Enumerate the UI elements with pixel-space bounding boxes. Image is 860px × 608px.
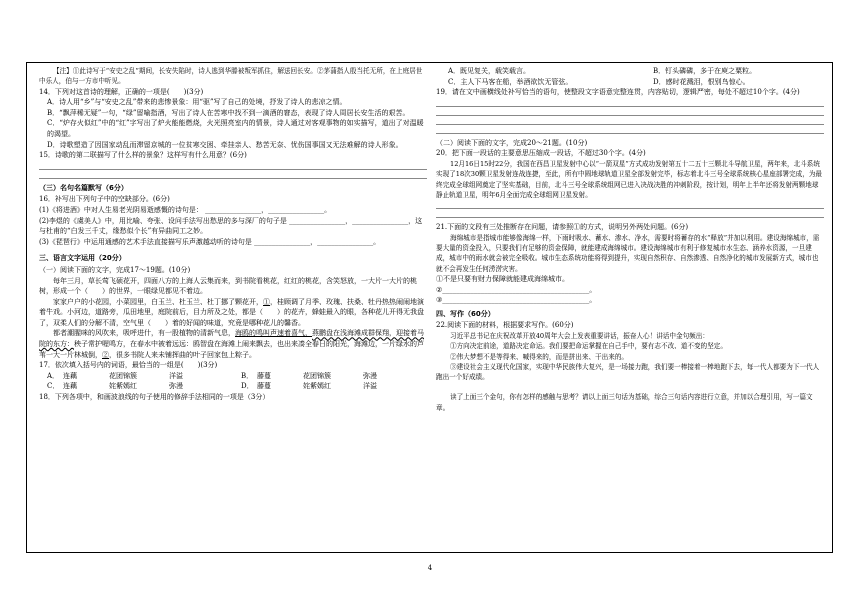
right-column — [436, 66, 824, 413]
choice-word: 洋溢 — [169, 371, 183, 380]
choice-word: 连藕 — [63, 382, 77, 391]
blank-1[interactable]: ① — [263, 297, 270, 306]
passage-paragraph-3 — [39, 328, 427, 360]
q21-point-2: ②__________________________________________。 — [436, 285, 597, 294]
para3-end: ，很多书院人来未铺挥曲的叶子回家包上粽子。 — [109, 350, 256, 359]
question-14: 14．下列对这首诗的理解，正确的一项是( )(3分) — [39, 87, 204, 96]
q22-intro: 习近平总书记在庆祝改革开放40周年大会上发表重要讲话，振奋人心！讲话中金句频出： — [450, 331, 709, 340]
q21-point-1: ①不是只要有财力保障就能建成海绵城市。 — [436, 274, 569, 283]
question-18: 18．下列各项中，和画波浪线的句子使用的修辞手法相同的一项是（3分） — [39, 393, 270, 402]
q15-answer-lines[interactable] — [39, 169, 427, 179]
q20-answer-lines[interactable] — [436, 208, 824, 218]
q17-choices-row-2 — [39, 381, 427, 392]
choice-word: 弥漫 — [169, 382, 183, 391]
answer-line — [436, 115, 824, 116]
q19-answer-lines[interactable] — [436, 106, 824, 134]
wavy-underlined-sentence: 燕鹏盘在浅海滩成群保翔，迎接着马院的东方： — [39, 329, 424, 349]
page-number: 4 — [427, 564, 433, 572]
choice-word: 藤蔓 — [257, 371, 271, 380]
q21-point-3-label: ③ — [436, 296, 443, 305]
q22-quote-2: ②伟大梦想不是等得来、喊得来的，而是拼出来、干出来的。 — [450, 352, 629, 361]
question-21: 21.下面的文段有三处推断存在问题，请参照①的方式，说明另外两处问题。(6分) — [436, 223, 689, 232]
choice-word: 连藕 — [63, 371, 77, 380]
section-3-heading: （三）名句名篇默写（6分） — [39, 183, 128, 192]
q16-item-2-text: (2)李煜的《虞美人》中，用比喻、夸张、设问手法写出愁思的多与深厂的句子是 — [39, 216, 287, 225]
section-writing-heading: 四、写作（60分） — [436, 309, 495, 318]
q22-requirement: 读了上面三个金句，你有怎样的感触与思考？请以上面三句话为基础，综合三句话内容进行立意，并加以合理引用，写一篇文章。 — [436, 393, 813, 412]
para2-start: 家家户户的小花园，小菜园里，白玉兰、杜玉兰、杜丁挪了颗花开， — [53, 297, 263, 306]
reading-1-intro: （一）阅读下面的文字，完成17～19题。(10分) — [39, 265, 191, 274]
answer-line — [436, 208, 824, 209]
para2-end: ，桂顾调了月季、玫瑰、扶桑、牡丹热热闹闹地演着牛戏。小河边，道路旁，瓜田地里，庭院前后，目力所及之处，都是（ ）的花卉，蜂蛙最入的眼，各种花儿开得无我盘了，双柔人们的分解不清，空气里（ ）着的好闻的味道，究竟是哪种花儿的馨香。 — [39, 297, 424, 327]
underlined-sentence: 海鸥的鸣叫声速着喜气， — [235, 329, 312, 338]
choice-word: 弥漫 — [363, 371, 377, 380]
answer-line — [436, 106, 824, 107]
section-language-heading: 三、语言文字运用（20分） — [39, 254, 126, 263]
q14-option-a: A．诗人用“乡”与“安史之乱”带来的悲惨景象：用“驱”写了自己的处境，抒发了诗人的悲凉之情。 — [47, 98, 347, 107]
para3-mid: 秧子常护喔鸣方，在春水中被着远远：鸥智盘在海滩上闹来飘去，也出来凑全春日的阳光，海滩边，一片绿水的芦苇一大一片林城倒， — [39, 340, 424, 359]
q16-item-3-text: (3)《琵琶行》中运用通感的艺术手法直接描写乐声激越动听的诗句是 — [39, 237, 252, 246]
question-20: 20．把下面一段话的主要意思压缩成一段话，不超过30个字。(4分) — [436, 149, 646, 158]
choice-label[interactable]: A． — [47, 371, 60, 380]
answer-line — [436, 133, 824, 134]
q16-item-3: (3)《琵琶行》中运用通感的艺术手法直接描写乐声激越动听的诗句是 ________________，________________。 — [39, 237, 381, 246]
choice-word: 洋溢 — [363, 382, 377, 391]
q16-item-2: (2)李煜的《虞美人》中，用比喻、夸张、设问手法写出愁思的多与深厂的句子是 ________________，________________，这与杜甫的“白发三千丈，缘愁似个长”有异曲同工之妙。 — [39, 216, 423, 236]
q20-passage: 12月16日15时22分，我国在西昌卫星发射中心以“一箭双星”方式成功发射第五十二五十三颗北斗导航卫星，两年来，北斗系统实现了18次30颗卫星发射连战连捷，至此，所有中圆地球轨道卫星全部发射完毕，标志着北斗三号全球系统核心星座部署完成，为最终完成全球组网奠定了坚实基础，目前，北斗三号全球系统组网已进入决战决胜的冲刺阶段，按计划，明年上半年还将发射两颗地球静止轨道卫星，明年6月全面完成全球组网卫星发射。 — [436, 159, 823, 199]
q18-options-cd — [436, 77, 824, 88]
q18-options-ab — [436, 66, 824, 77]
q18-option-c[interactable]: C．主人下马客在船，举酒欲饮无管弦。 — [448, 77, 573, 86]
choice-label[interactable]: D． — [241, 382, 254, 391]
question-22: 22.阅读下面的材料，根据要求写作。(60分) — [436, 321, 574, 330]
left-column — [39, 66, 427, 403]
answer-line — [39, 178, 427, 179]
q18-option-a[interactable]: A．既见复关，载笑载言。 — [448, 67, 531, 75]
answer-line — [436, 217, 824, 218]
blank-2[interactable]: ② — [102, 350, 109, 359]
q21-point-3: ③__________________________________________。 — [436, 296, 597, 305]
poem-note: 【注】①此诗写于“安史之乱”期间，长安失陷时，诗人逃到华滕被叛军抓住，解送回长安。②茅蒲指人殷当托无所，在上庭居世中乐人，伯与一方市中听见。 — [39, 67, 423, 86]
q16-item-2-tail: ，这与杜甫的“白发三千丈，缘愁似个长”有异曲同工之妙。 — [39, 216, 423, 236]
q21-passage: 海绵城市是指城市能够像海绵一样，下雨时吸水、蓄水、渗水、净水，需要时将蓄存的水“释放”并加以利用。建设海绵城市，需要大量的资金投入，只要我们有足够的资金保障，就能建成海绵城市。建设海绵城市有利于修复城市水生态、涵养水资源，一旦建成，城市中的雨水就会被完全吸收。城市生态系统功能将得到提升，实现自然积存、自然渗透、自然净化的城市发展新方式，城市也就不会再发生任何涝涝灾害。 — [436, 233, 820, 273]
question-19: 19．请在文中画横线处补写恰当的语句，使整段文字语意完整连贯，内容贴切，逻辑严密，每处不超过10个字。(4分) — [436, 88, 800, 97]
choice-word: 姹紫嫣红 — [109, 382, 137, 391]
passage-paragraph-2 — [39, 297, 427, 329]
q14-option-d: D．诗歌塑造了因国家动乱而滞留京城的一位贫寒交困、牵挂亲人、愁苦无奈、忧伤国事国又无法难解的诗人形象。 — [47, 140, 403, 149]
choice-label[interactable]: C． — [47, 382, 60, 391]
q22-quote-1: ①方向决定前途，道路决定命运。我们要把命运掌握在自己手中，要有志不改、道不变的坚定。 — [450, 342, 727, 351]
choice-word: 花团锦簇 — [109, 371, 137, 380]
question-16: 16．补写出下列句子中的空缺部分。(6分) — [39, 195, 170, 204]
choice-word: 藤蔓 — [257, 382, 271, 391]
choice-label[interactable]: B． — [241, 371, 254, 380]
q14-option-b: B．“飘萍稀无疑”一句，“绿”留喻指酒，写出了诗人在苦寒中找不到一滴酒的窘态，表现了诗人周居长安生活的艰苦。 — [47, 108, 410, 117]
q18-option-b[interactable]: B．钉头磷磷，多于在庾之粟粒。 — [653, 67, 757, 75]
passage-paragraph-1: 每年三月，草长莺飞硕花开，四面八方的上海人云集而来，到书院看桃花，红红的桃花，含笑怒放，一大片一大片的桃树，形成一个（ ）的世界，一眼绿见都见不着边。 — [39, 276, 417, 296]
q16-item-1: (1)《将进酒》中对人生易老光阴易逝感慨的诗句是： ________________，________________。 — [39, 205, 332, 214]
q17-choices-row-1 — [39, 371, 427, 382]
q21-point-2-label: ② — [436, 285, 443, 294]
answer-line — [39, 169, 427, 170]
question-17: 17．依次填入括号内的词语，最恰当的一组是( )(3分) — [39, 361, 218, 370]
q14-option-c: C．“炉存火似红”中的“红”字写出了炉火能能燃烧，火光照亮室内的情景，诗人通过对客观事物的如实描写，道出了对温暖的渴望。 — [47, 119, 424, 138]
para3-start: 都者潮腥咪的风吹来，吸呼进什，有一股植物的清新气息， — [53, 329, 235, 338]
choice-word: 姹紫嫣红 — [303, 382, 331, 391]
reading-2-intro: （二）阅读下面的文字，完成20～21题。(10分) — [436, 138, 588, 147]
q22-quote-3: ③建设社会主义现代化国家，实现中华民族伟大复兴，是一场接力跑，我们要一棒接着一棒地跑下去，每一代人都要为下一代人跑出一个好成绩。 — [436, 362, 820, 382]
choice-word: 花团锦簇 — [303, 371, 331, 380]
question-15: 15．诗歌的第二联描写了什么样的景象？这样写有什么用意？(6分) — [39, 151, 247, 160]
answer-line — [436, 124, 824, 125]
q16-item-1-text: (1)《将进酒》中对人生易老光阴易逝感慨的诗句是： — [39, 205, 203, 214]
q18-option-d[interactable]: D．感时花溅泪，恨别鸟惊心。 — [653, 77, 750, 86]
